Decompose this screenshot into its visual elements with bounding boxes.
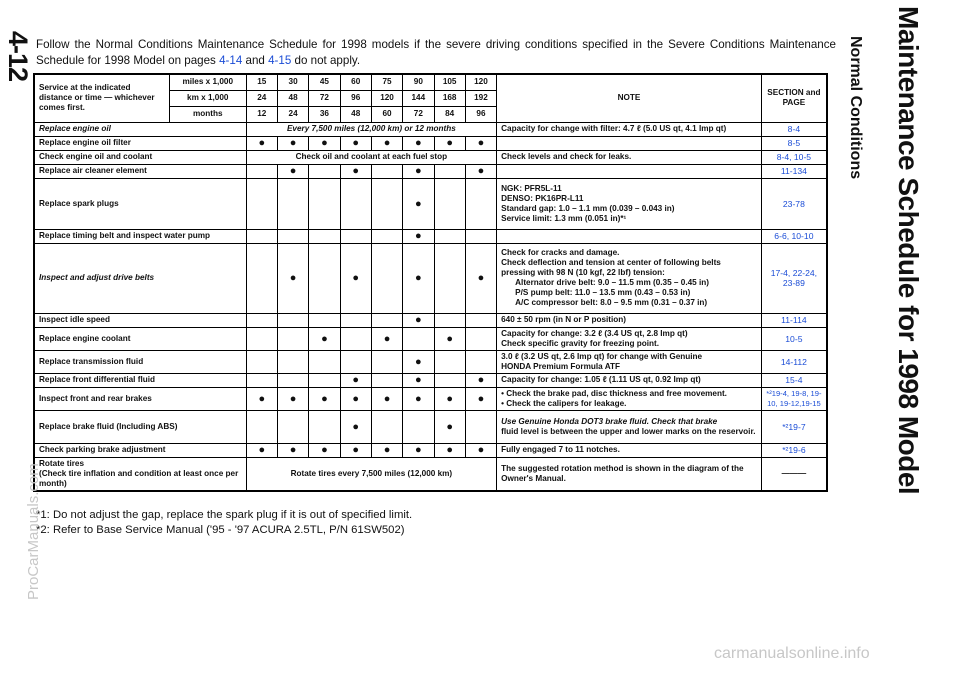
- table-row: Replace spark plugs ● NGK: PFR5L-11 DENSO: PK16PR-L11 Standard gap: 1.0 – 1.1 mm (0.039 – 0.043 in) Service limit: 1.3 mm (0.051 in)*¹ 23-78: [34, 178, 827, 229]
- table-row: Replace brake fluid (Including ABS) ● ● Use Genuine Honda DOT3 brake fluid. Check that brake fluid level is between the upper and lower marks on the reservoir. *²19-7: [34, 410, 827, 443]
- table-row: Replace timing belt and inspect water pump ● 6-6, 10-10: [34, 229, 827, 243]
- table-row: Inspect idle speed ● 640 ± 50 rpm (in N or P position) 11-114: [34, 313, 827, 327]
- page-ref[interactable]: 11-114: [761, 313, 827, 327]
- table-row: Replace engine coolant ● ● ● Capacity for change: 3.2 ℓ (3.4 US qt, 2.8 Imp qt) Check specific gravity for freezing point. 10-5: [34, 327, 827, 350]
- page-ref[interactable]: *²19-6: [761, 443, 827, 457]
- table-row: Replace engine oil filter ● ● ● ● ● ● ● ● 8-5: [34, 136, 827, 150]
- section-subtitle: Normal Conditions: [847, 36, 864, 180]
- footnote-1: *1: Do not adjust the gap, replace the spark plug if it is out of specified limit.: [36, 509, 413, 521]
- page-link-4-14[interactable]: 4-14: [219, 54, 243, 67]
- table-row: Check engine oil and coolant Check oil and coolant at each fuel stop Check levels and check for leaks. 8-4, 10-5: [34, 150, 827, 164]
- page-ref[interactable]: *²19-7: [761, 410, 827, 443]
- footnotes: [36, 508, 412, 538]
- page-ref[interactable]: 17-4, 22-24, 23-89: [761, 243, 827, 313]
- page-ref[interactable]: 23-78: [761, 178, 827, 229]
- table-row: Replace front differential fluid ● ● ● Capacity for change: 1.05 ℓ (1.11 US qt, 0.92 Imp qt) 15-4: [34, 373, 827, 387]
- table-row: Rotate tires (Check tire inflation and condition at least once per month) Rotate tires every 7,500 miles (12,000 km) The suggested rotation method is shown in the diagram of the Owner's Manual. ———: [34, 457, 827, 491]
- footnote-2: *2: Refer to Base Service Manual ('95 - '97 ACURA 2.5TL, P/N 61SW502): [36, 524, 405, 536]
- km-label: km x 1,000: [169, 90, 246, 106]
- page-ref[interactable]: 11-134: [761, 164, 827, 178]
- page-ref[interactable]: 10-5: [761, 327, 827, 350]
- section-page-header: SECTION and PAGE: [761, 74, 827, 122]
- intro-paragraph: Follow the Normal Conditions Maintenance Schedule for 1998 models if the severe driving conditions specified in the Severe Conditions Maintenance Schedule for 1998 Model on pages 4-14 and 4-15 do not apply.: [36, 38, 836, 67]
- page-ref[interactable]: 8-4: [761, 122, 827, 136]
- table-row: Replace engine oil Every 7,500 miles (12,000 km) or 12 months Capacity for change with filter: 4.7 ℓ (5.0 US qt, 4.1 Imp qt) 8-4: [34, 122, 827, 136]
- watermark-bottom: carmanualsonline.info: [714, 645, 870, 662]
- page-ref[interactable]: 15-4: [761, 373, 827, 387]
- section-title: Maintenance Schedule for 1998 Model: [893, 6, 924, 495]
- miles-label: miles x 1,000: [169, 74, 246, 90]
- watermark-left: ProCarManuals.com: [25, 463, 42, 600]
- page-ref[interactable]: 8-4, 10-5: [761, 150, 827, 164]
- table-row: Inspect and adjust drive belts ● ● ● ● Check for cracks and damage. Check deflection and tension at center of following belts pressing with 98 N (10 kgf, 22 lbf) tension: Alternator drive belt: 9.0 – 11.5 mm (0.35 – 0.45 in) P/S pump belt: 11.0 – 13.5 mm (0.43 – 0.53 in) A/C compressor belt: 8.0 – 9.5 mm (0.31 – 0.37 in) 17-4, 22-24, 23-89: [34, 243, 827, 313]
- service-interval-header: Service at the indicated distance or time — whichever comes first.: [34, 74, 169, 122]
- page-ref[interactable]: 14-112: [761, 350, 827, 373]
- note-header: NOTE: [497, 74, 762, 122]
- table-row: Replace transmission fluid ● 3.0 ℓ (3.2 US qt, 2.6 Imp qt) for change with Genuine HONDA Premium Formula ATF 14-112: [34, 350, 827, 373]
- table-row: Replace air cleaner element ● ● ● ● 11-134: [34, 164, 827, 178]
- page-ref[interactable]: 8-5: [761, 136, 827, 150]
- page-number: 4-12: [3, 31, 33, 82]
- table-row: Inspect front and rear brakes ● ● ● ● ● ● ● ● • Check the brake pad, disc thickness and free movement. • Check the calipers for leakage. *²19-4, 19-8, 19-10, 19-12,19-15: [34, 387, 827, 410]
- months-label: months: [169, 106, 246, 122]
- maintenance-schedule-table: Service at the indicated distance or time — whichever comes first. miles x 1,000 15 30 45 60 75 90 105 120 NOTE SECTION and PAGE km x 1,000 24 48 72 96 120 144 168 192 months 12 24 36 48 60 72 84 96 Replace engine oil Every 7,500 miles (12,000 km) or 12 months Capacity for change with filter: 4.7 ℓ (5.0 US qt, 4.1 Imp qt) 8-4 Replace engine oil filter ● ● ● ● ● ● ● ● 8-5 Check engine oil and coolant Check oil and coolant at each fuel stop Check levels and check for leaks. 8-4, 10-5 Replace air cleaner element ● ● ● ● 11-134 Replace spark plugs ● NGK: PFR5L-11 DENSO: PK16PR-L11 Standard gap: 1.0 – 1.1 mm (0.039 – 0.043 in) Service limit: 1.3 mm (0.051 in)*¹ 23-78 Replace timing belt and inspect water pump ● 6-6, 10-10 Inspect and adjust drive belts ● ● ● ● Check for cracks and damage. Check deflection and tension at center of following belts pressing with 98 N (10 kgf, 22 lbf) tension: Alternator drive belt: 9.0 – 11.5 mm (0.35 – 0.45 in) P/S pump belt: 11.0 – 13.5 mm (0.43 – 0.53 in) A/C compressor belt: 8.0 – 9.5 mm (0.31 – 0.37 in) 17-4, 22-24, 23-89 Inspect idle speed ● 640 ± 50 rpm (in N or P position) 11-114 Replace engine coolant ● ● ● Capacity for change: 3.2 ℓ (3.4 US qt, 2.8 Imp qt) Check specific gravity for freezing point. 10-5 Replace transmission fluid ● 3.0 ℓ (3.2 US qt, 2.6 Imp qt) for change with Genuine HONDA Premium Formula ATF 14-112 Replace front differential fluid ● ● ● Capacity for change: 1.05 ℓ (1.11 US qt, 0.92 Imp qt) 15-4 Inspect front and rear brakes ● ● ● ● ● ● ● ● • Check the brake pad, disc thickness and free movement. • Check the calipers for leakage. *²19-4, 19-8, 19-10, 19-12,19-15 Replace brake fluid (Including ABS) ● ● Use Genuine Honda DOT3 brake fluid. Check that brake fluid level is between the upper and lower marks on the reservoir. *²19-7 Check parking brake adjustment ● ● ● ● ● ● ● ● Fully engaged 7 to 11 notches. *²19-6 Rotate tires (Check tire inflation and condition at least once per month) Rotate tires every 7,500 miles (12,000 km) The suggested rotation method is shown in the diagram of the Owner's Manual. ———: [33, 73, 828, 492]
- page-link-4-15[interactable]: 4-15: [268, 54, 292, 67]
- page-ref[interactable]: *²19-4, 19-8, 19-10, 19-12,19-15: [761, 387, 827, 410]
- page-ref[interactable]: 6-6, 10-10: [761, 229, 827, 243]
- table-row: Check parking brake adjustment ● ● ● ● ● ● ● ● Fully engaged 7 to 11 notches. *²19-6: [34, 443, 827, 457]
